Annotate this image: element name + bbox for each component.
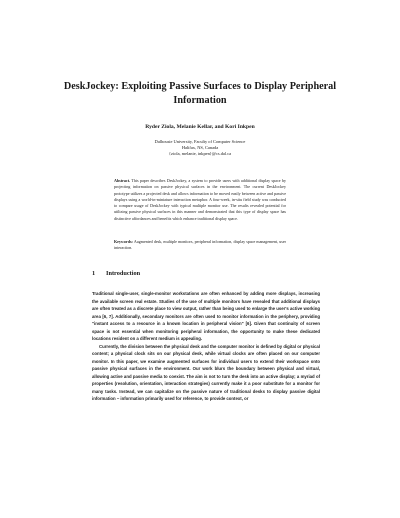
- section-number: 1: [92, 270, 96, 277]
- keywords: [114, 239, 286, 252]
- section-body: [92, 290, 320, 403]
- body-paragraph: Traditional single-user, single-monitor workstations are often enhanced by adding more displays, increasing the available screen real estate. Studies of the use of multiple monitors have revealed that additional displays are often treated as a discrete place to view output, rather than being used to enlarge the user's active working area [6, 7]. Additionally, secondary monitors are often used to monitor information in the periphery, providing "instant access to a resource in a known location in peripheral vision" [6]. Given that continuity of screen space is not essential when monitoring peripheral information, the opportunity to make these dedicated locations resident on a different medium is appealing.: [92, 291, 320, 341]
- affiliation-institution: Dalhousie University, Faculty of Computer Science: [154, 139, 246, 144]
- section-heading: [92, 270, 140, 278]
- body-paragraph: Currently, the division between the physical desk and the computer monitor is defined by digital or physical content; a physical clock sits on our physical desk, while virtual clocks are often placed on our computer monitor. In this paper, we examine augmented surfaces for individual users to extend their workspace onto passive physical surfaces in the environment. Our work blurs the boundary between physical and virtual, allowing active and passive media to coexist. The aim is not to turn the desk into an active display; a myriad of properties (resolution, orientation, interaction strategies) currently make it a poor substitute for a monitor for many tasks. Instead, we can capitalize on the passive nature of traditional desks to display passive digital information – information primarily used for reference, to provide context, or: [92, 343, 320, 401]
- abstract-label: Abstract.: [114, 178, 131, 183]
- abstract-text: This paper describes DeskJockey, a system to provide users with additional display space by projecting information on passive physical surfaces in the environment. The current DeskJockey prototype utilizes a projected desk and allows information to be moved easily between active and passive displays using a world-in-miniature interaction metaphor. A four-week, in-situ field study was conducted to compare usage of DeskJockey with typical multiple monitor use. The results revealed potential for utilizing passive physical surfaces in this manner and demonstrated that this type of display space has distinctive affordances and benefits which enhance traditional display space.: [114, 178, 286, 221]
- keywords-text: Augmented desk, multiple monitors, peripheral information, display space management, user interaction.: [114, 239, 286, 251]
- keywords-label: Keywords:: [114, 239, 133, 244]
- author-list: Ryder Ziola, Melanie Kellar, and Kori Inkpen: [145, 124, 255, 130]
- section-title: Introduction: [106, 270, 141, 277]
- abstract: [114, 178, 286, 222]
- affiliation-emails: {ziola, melanie, inkpen}@cs.dal.ca: [168, 151, 232, 157]
- affiliation-block: [60, 139, 340, 157]
- paper-title: DeskJockey: Exploiting Passive Surfaces to Display Peripheral Information: [63, 81, 337, 106]
- affiliation-location: Halifax, NS, Canada: [181, 145, 219, 151]
